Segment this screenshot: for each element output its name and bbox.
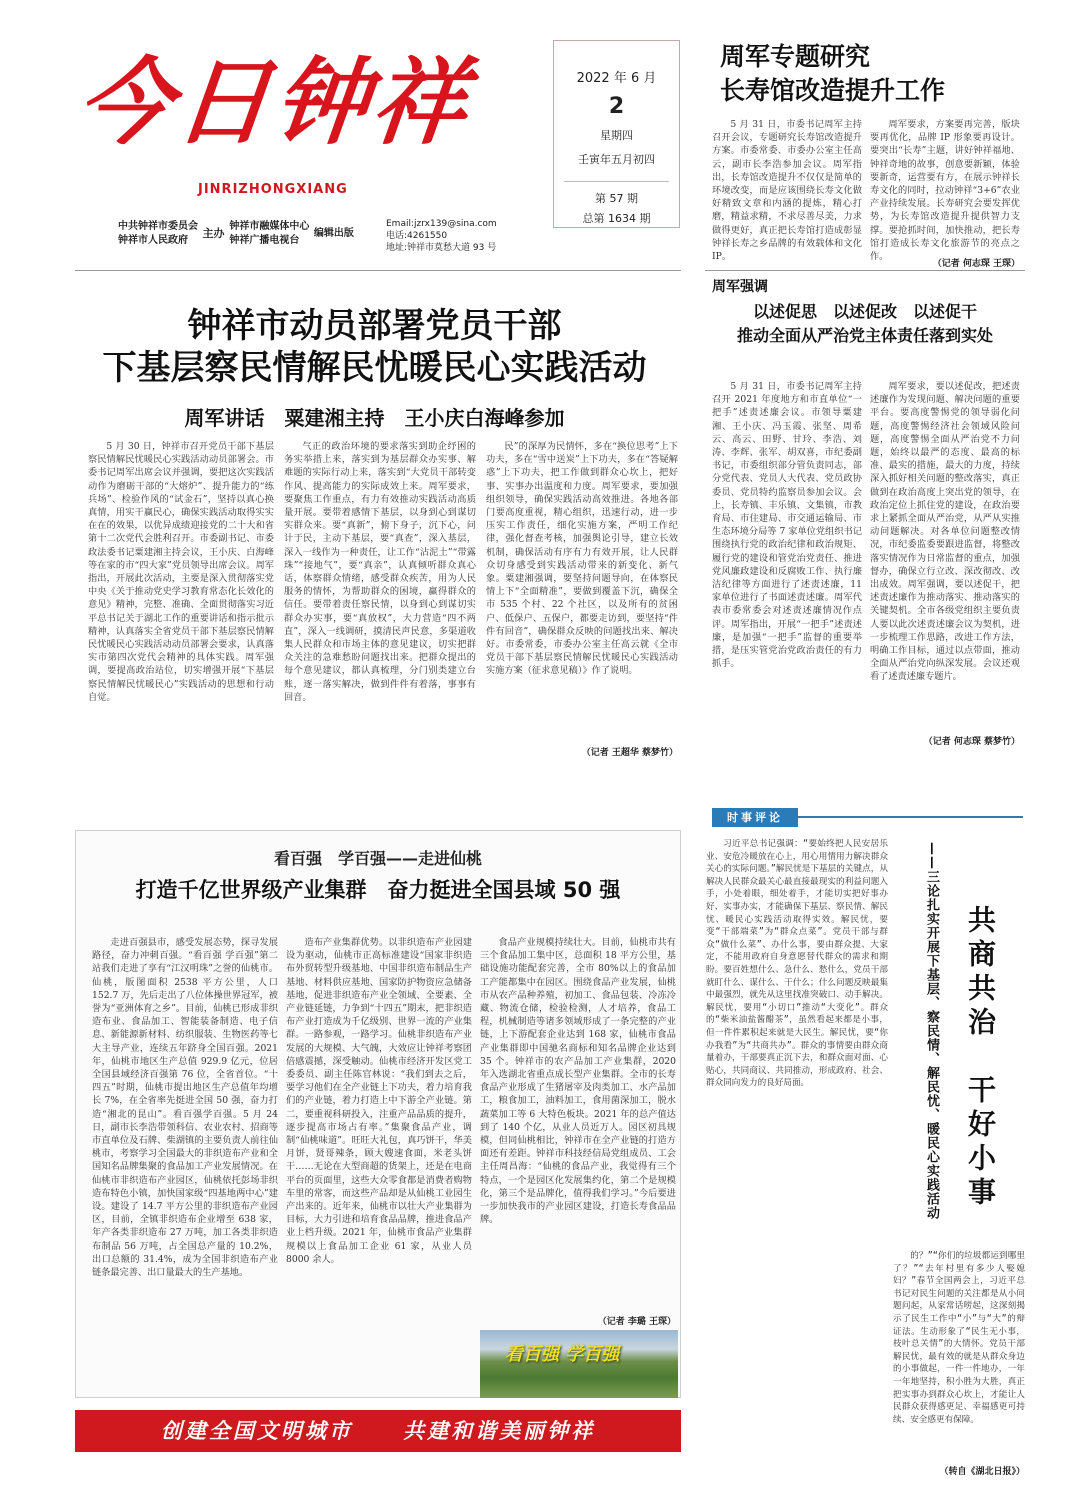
feature-column-2: 造布产业集群优势。以非织造布产业园建设为驱动，仙桃市正高标准建设“国家非织造布外贸转型升级基地、中国非织造布制品生产基地、材料供应基地、国家防护物资应急储备基地，促进非织造布产业全领域、全要素、全产业链延链，力争到“十四五”期末，把非织造布产业打造成为千亿级别、世界一流的产业集群。一路参观，一路学习。仙桃非织造布产业发展的大规模、大气魄，大效应让钟祥考察团倍感震撼，深受触动。仙桃市经济开发区党工委委员、副主任陈官林说：“我们到去之后，要学习他们在全产业链上下功夫，着力培育我们的产业链，着力打造上中下游全产业链。第二，要重视科研投入，注重产品品质的提升，逐步提高市场占有率。”集聚食品产业，调制“仙桃味道”。旺旺大礼包，真巧饼干，华美月饼，贤哥辣条，顾大嫂速食面，米老头饼干……无论在大型商超的货架上，还是在电商平台的页面里，这些大众零食都是消费者购物车里的常客，而这些产品却是从仙桃工业园生产出来的。近年来，仙桃市以壮大产业集群为目标，大力引进和培育食品品牌，推进食品产业上档升级。2021 年，仙桃市食品产业集群规模以上食品加工企业 61 家，从业人员 8000 余人。 bbox=[286, 937, 472, 1265]
lead-column-2: 气正的政治环境的要求落实到助企纾困的务实举措上来，落实到为基层群众办实事、解难题的实际行动上来，落实到“大党员干部转变作风、提高能力的实际成效上来。周军要求，要聚焦工作重点，有力有效推动实践活动高质量开展。要带着感情下基层，以身到心到谋切实群众来。要“真新”，俯下身子，沉下心，问计于民，主动下基层，要“真查”，深入基层，深入一线作为一种责任，让工作“沾泥土”“带露珠”“接地气”，要“真亲”，认真倾听群众真心话，体察群众情绪，感受群众疾苦，用为人民服务的情怀，为帮助群众的困境，赢得群众的信任。要带着责任察民情，以身到心到谋切实群众办实事，要“真放权”，大力营造“四不两直”，深入一线调研，摸清民声民意，多渠道收集人民群众和市场主体的意见建议，切实把群众关注的急难愁盼问题找出来。把群众提出的每个意见建议，都认真梳理，分门别类建立台账，逐一落实解决，做到件件有着落，事事有回音。 bbox=[284, 441, 476, 703]
masthead-divider bbox=[75, 270, 681, 271]
masthead-title: 今日钟祥 bbox=[72, 48, 476, 158]
right-divider-1 bbox=[705, 270, 1025, 271]
publisher-line-1: 钟祥市融媒体中心 bbox=[229, 221, 310, 232]
feature-column-3: 食品产业规模持续壮大。目前，仙桃市共有三个食品加工集中区，总面积 18 平方公里，基础设施功能配套完善，全市 80%以上的食品加工产能都集中在园区。围绕食品产业发展，仙桃市从农产品种养殖，初加工、食品包装、冷冻冷藏、物流仓储，检验检测，人才培养，食品工程，机械制造等诸多领域形成了一条完整的产业链，上下游配套企业达到 168 家，仙桃市食品产业集群即中国驰名商标和知名品牌企业达到 35 个。钟祥市的农产品加工产业集群，2020 年入选湖北省重点成长型产业集群。全市的长寿食品产业形成了生猪屠宰及肉类加工、水产品加工，粮食加工，油料加工，食用菌深加工，脱水蔬菜加工等 6 大特色板块。2021 年的总产值达到了 140 个亿，从业人员近万人。园区初具规模，但同仙桃相比，钟祥市在全产业链的打造方面还有差距。钟祥市科技经信局党组成员、工会主任周昌海：“仙桃的食品产业，我觉得有三个特点，一个是园区化发展集约化，第二个是规模化，第三个是品牌化，值得我们学习。”今后要进一步加快我市的产业园区建设，打造长寿食品品牌。 bbox=[480, 937, 676, 1226]
contact-phone: 电话:4261550 bbox=[386, 231, 448, 241]
date-lunar: 壬寅年五月初四 bbox=[578, 153, 655, 166]
feature-column-1: 走进百强县市，感受发展态势，探寻发展路径，奋力冲刺百强。“看百强 学百强”第二站我们走进了享有“江汉明珠”之誉的仙桃市。仙桃，版图面积 2538 平方公里，人口 152.7 万，先后走出了八位体操世界冠军，被誉为“亚洲体育之乡”。目前，仙桃已形成非织造布业、食品加工、智能装备制造、电子信息、新能源新材料、纺织服装、生物医药等七大主导产业，连续五年跻身全国百强。2021 年，仙桃市地区生产总值 929.9 亿元，位居全国县域经济百强第 76 位，全省首位。“十四五”时期，仙桃市提出地区生产总值年均增长 7%，在全省率先挺进全国 50 强，奋力打造“湘北的昆山”。看百强学百强。5 月 24 日，副市长李浩带领科信、农业农村、招商等市直单位及石牌、柴湖镇的主要负责人前往仙桃市，考察学习全国最大的非织造布产业和全国知名品牌集聚的食品加工产业发展情况。在仙桃市非织造布产业园区，仙桃依托彭场非织造布特色小镇，加快国家级“四基地两中心”建设。建设了 14.7 平方公里的非织造布产业园区，目前，全镇非织造布企业增至 638 家，年产各类非织造布 27 万吨，加工各类非织造布制品 56 万吨，占全国总产量的 10.2%，出口总额的 31.4%，成为全国非织造布产业链条最完善、出口量最大的生产基地。 bbox=[92, 937, 278, 1279]
contact-address: 地址:钟祥市莫愁大道 93 号 bbox=[386, 243, 497, 253]
commentary-rule bbox=[798, 816, 1023, 818]
contact-email: Email:jzrx139@sina.com bbox=[386, 219, 497, 229]
slogan-banner-text bbox=[75, 1410, 681, 1452]
sponsor-line-2: 钟祥市人民政府 bbox=[118, 235, 188, 246]
total-issue-number: 总第 1634 期 bbox=[582, 212, 651, 225]
feature-photo-caption: 看百强 学百强 bbox=[505, 1344, 620, 1365]
lead-column-3: 民”的深厚为民情怀，多在“换位思考”上下功夫，多在“雪中送炭”上下功夫，多在“答疑解惑”上下功夫，把工作做到群众心坎上，把好事、实事办出温度和力度。周军要求，要加强组织领导，确保实践活动高效推进。各地各部门要高度重视，精心组织，迅速行动，进一步压实工作责任，细化实施方案，严明工作纪律，强化督查考核，加强舆论引导，建立长效机制，确保活动有序有力有效开展，让人民群众切身感受到实践活动带来的新变化、新气象。粟建湘强调，要坚持问题导向，在体察民情上下“全面精准”，要做到覆盖下沉，确保全市 535 个村、22 个社区，以及所有的贫困户、低保户、五保户，都要走访到，要坚持“件件有回音”，确保群众反映的问题找出来、解决好。市委常委，市委办公室主任高云就《全市党员干部下基层察民情解民忧暖民心实践活动实施方案（征求意见稿）》作了说明。 bbox=[486, 441, 678, 677]
lead-column-1: 5 月 30 日，钟祥市召开党员干部下基层察民情解民忧暖民心实践活动动员部署会。市委书记周军出席会议并强调，要把这次实践活动作为磨砺干部的“大熔炉”、提升能力的“练兵场”、检验作风的“试金石”，坚持以真心换真情，用实干赢民心，确保实践活动取得实实在在的效果，以优异成绩迎接党的二十大和省第十二次党代会胜利召开。市委副书记、市委政法委书记粟建湘主持会议，王小庆、白海峰等在家的市“四大家”党员领导出席会议。周军指出，开展此次活动，主要是深入贯彻落实党中央《关于推动党史学习教育常态化长效化的意见》精神，完整、准确、全面贯彻落实习近平总书记关于湖北工作的重要讲话和指示批示精神，认真落实全省党员干部下基层察民情解民忧暖民心实践活动动员部署会要求，认真落实市第四次党代会精神的具体实践。周军强调，要提高政治站位，切实增强开展“下基层察民情解民忧暖民心”实践活动的思想和行动自觉。 bbox=[88, 441, 274, 703]
slogan-left: 创建全国文明城市 bbox=[160, 1418, 353, 1443]
right-mid-headline-line-1: 以述促思 以述促改 以述促干 bbox=[752, 302, 977, 321]
right-top-headline bbox=[700, 40, 1020, 108]
commentary-title-vertical: 共商共治 干好小事 bbox=[964, 905, 997, 1211]
date-weekday: 星期四 bbox=[600, 129, 633, 142]
right-mid-headline-line-2: 推动全面从严治党主体责任落到实处 bbox=[736, 326, 993, 345]
commentary-source: （转自《湖北日报》） bbox=[939, 1467, 1025, 1477]
right-mid-kicker: 周军强调 bbox=[712, 279, 768, 295]
masthead-contact bbox=[386, 218, 546, 254]
publisher-line-2: 钟祥广播电视台 bbox=[229, 235, 300, 246]
slogan-right: 共建和谐美丽钟祥 bbox=[403, 1418, 596, 1443]
lead-headline-line-2: 下基层察民情解民忧暖民心实践活动 bbox=[102, 348, 647, 388]
publisher-label: 编辑出版 bbox=[313, 228, 354, 239]
date-day: 2 bbox=[608, 94, 625, 119]
lead-headline bbox=[72, 305, 677, 389]
right-top-headline-line-1: 周军专题研究 bbox=[720, 42, 871, 71]
sponsor-line-1: 中共钟祥市委员会 bbox=[118, 221, 198, 232]
commentary-body: 习近平总书记强调：“要始终把人民安居乐业、安危冷暖放在心上，用心用情用力解决群众关心的实际问题。”解民忧是下基层的关键点，从解决人民群众最关心最直接最现实的利益问题入手，小处着眼，细处着手，才能切实把好事办好、实事办实，才能确保下基层、察民情、解民忧、暖民心实践活动取得实效。解民忧，要变“干部端菜”为“群众点菜”。党员干部与群众“做什么菜”、办什么事，要由群众提、大家定，不能用政府自身意愿替代群众的需求和期盼。要百姓想什么、急什么、愁什么，党员干部就盯什么、谋什么、干什么；什么问题反映最集中最强烈，就先从这里找准突破口、动手解决。解民忧，要用“小切口”推动“大变化”。群众的“柴米油盐酱醋茶”，虽然看起来都是小事，但一件件累积起来就是大民生。解民忧，要“你办我看”为“共商共办”。群众的事情要由群众商量着办，干部要真正沉下去，和群众面对面、心贴心，共同商议、共同推动，形成政府、社会、群众同向发力的良好局面。 bbox=[706, 839, 888, 1089]
masthead-credits bbox=[118, 220, 358, 248]
right-top-column-2: 周军要求，方案要再完善，版块要再优化，品牌 IP 形象要再设计。要突出“长寿”主题，讲好钟祥福地、钟祥奇地的故事，创意要新颖，体验要新奇，运营要有方，在展示钟祥长寿文化的同时，拉动钟祥“3+6”农业产业持续发展。长寿研究会要发挥优势，为长寿馆改造提升提供智力支撑。要抢抓时间，加快推动，把长寿馆打造成长寿文化旅游节的亮点之作。 bbox=[870, 119, 1020, 263]
right-mid-headline bbox=[705, 300, 1025, 348]
right-top-headline-line-2: 长寿馆改造提升工作 bbox=[720, 76, 946, 105]
right-mid-byline: （记者 何志琛 蔡梦竹） bbox=[923, 737, 1020, 747]
right-mid-column-1: 5 月 31 日，市委书记周军主持召开 2021 年度地方和市直单位“一把手”述责述廉会议。市领导粟建湘、王小庆、冯玉霞、张坚、周希云、高云、田野、甘玲、李浩、刘涛、李辉、张军、胡双喜，市纪委副书记，市委组织部分管负责同志，部分党代表、党员人大代表、党员政协委员、党员特约监察员参加会议。会上，长寿镇、丰乐镇、文集镇，市教育局、市住建局、市交通运输局、市生态环境分局等 7 家单位党组织书记围绕执行党的政治纪律和政治规矩、履行党的建设和管党治党责任、推进党风廉政建设和反腐败工作、执行廉洁纪律等方面进行了述责述廉，11 家单位进行了书面述责述廉。周军代表市委常委会对述责述廉情况作点评。周军指出，开展“一把手”述责述廉，是加强“一把手”监督的重要举措，是压实管党治党政治责任的有力抓手。 bbox=[712, 381, 862, 670]
date-year-month: 2022 年 6 月 bbox=[576, 71, 657, 86]
lead-subheadline: 周军讲话 粟建湘主持 王小庆白海峰参加 bbox=[184, 406, 565, 430]
commentary-tag: 时事评论 bbox=[712, 808, 798, 827]
right-mid-column-2: 周军要求，要以述促改，把述责述廉作为发现问题、解决问题的重要平台。要高度警惕党的领导弱化问题，高度警惕经济社会领域风险问题，高度警惕全面从严治党不力问题，始终以最严的态度、最高的标准、最实的措施，最大的力度，持续深入抓好相关问题的整改落实，真正做到在政治高度上突出党的领导，在政治定位上抓住党的建设，在政治要求上紧抓全面从严治党，从严从实推动问题解决。对各单位问题整改情况，市纪委监委要跟进监督，将整改落实情况作为日常监督的重点，加强督办，确保立行立改、深改彻改、改出成效。周军强调，要以述促干，把述责述廉作为推动落实、推动落实的关键契机。全市各级党组织主要负责人要以此次述责述廉会议为契机，进一步梳理工作思路，改进工作方法，明确工作目标，通过以点带面，推动全面从严治党向纵深发展。会议还观看了述责述廉专题片。 bbox=[870, 381, 1020, 683]
issue-number: 第 57 期 bbox=[595, 192, 638, 205]
commentary-tail: 的？”“你们的垃圾都运到哪里了？”“去年村里有多少人娶媳妇？”春节全国两会上，习近平总书记对民生问题的关注都是从小问题问起，从家常话唠起，这深刻揭示了民生工作中“小”与“大”的辩证法。生动形象了“民生无小事，枝叶总关情”的大情怀。党员干部解民忧，最有效的就是从群众身边的小事做起，一件一件地办，一年一年地坚持，积小胜为大胜，真正把实事办到群众心坎上，才能让人民群众获得感更足、幸福感更可持续、安全感更有保障。 bbox=[893, 1251, 1025, 1425]
lead-byline: （记者 王超华 蔡梦竹） bbox=[581, 748, 678, 758]
date-box bbox=[553, 40, 680, 228]
right-top-byline: （记者 何志琛 王琛） bbox=[932, 259, 1020, 269]
lead-headline-line-1: 钟祥市动员部署党员干部 bbox=[187, 306, 562, 346]
host-label: 主办 bbox=[202, 227, 225, 240]
feature-kicker: 看百强 学百强——走进仙桃 bbox=[273, 849, 482, 868]
feature-byline: （记者 李璐 王琛） bbox=[597, 1317, 676, 1327]
masthead-pinyin: JINRIZHONGXIANG bbox=[198, 182, 348, 197]
feature-headline: 打造千亿世界级产业集群 奋力挺进全国县域 50 强 bbox=[135, 878, 621, 902]
commentary-subtitle-vertical: ——三论扎实开展下基层、察民情、解民忧、暖民心实践活动 bbox=[924, 842, 939, 1220]
right-top-column-1: 5 月 31 日，市委书记周军主持召开会议，专题研究长寿馆改造提升方案。市委常委、市委办公室主任高云，副市长李浩参加会议。周军指出，长寿馆改造提升不仅仅是简单的环境改变，而是应该围绕长寿文化做好精致文章和内涵的提炼，精心打磨，精益求精，不求尽善尽美，力求做得更好，真正把长寿馆打造成彰显钟祥长寿之乡品牌的有效载体和文化 IP。 bbox=[712, 119, 862, 263]
